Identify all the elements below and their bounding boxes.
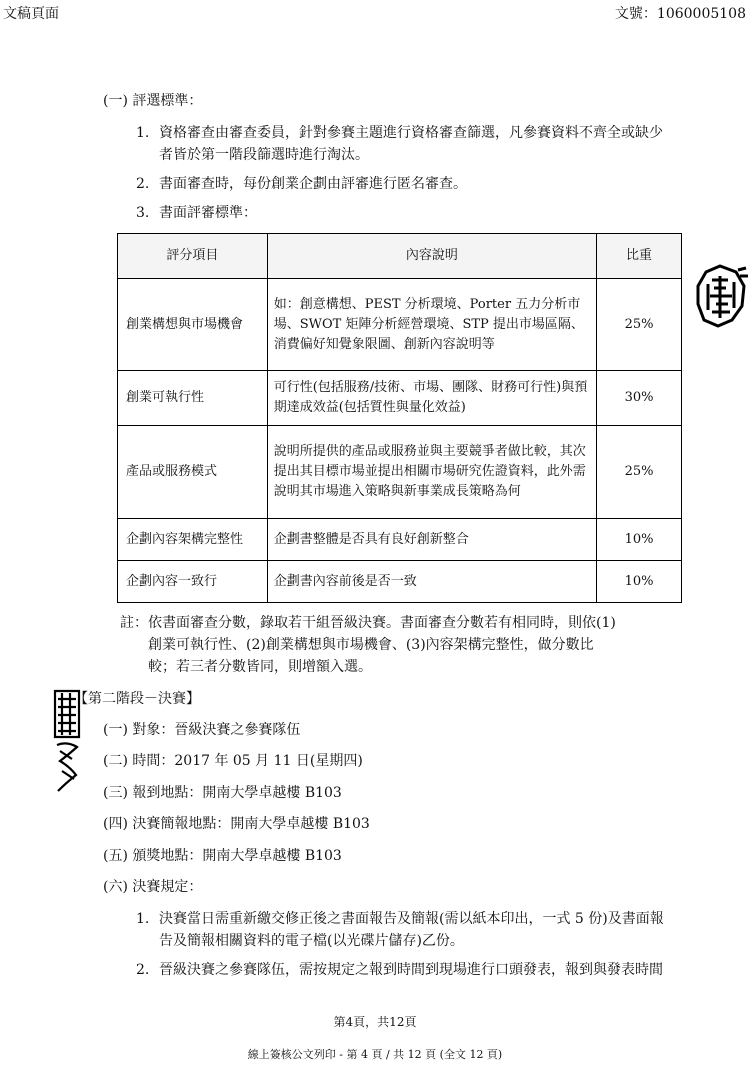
note-text: 較；若三者分數皆同，則增額入選。 xyxy=(148,659,372,675)
item-text: 書面評審標準： xyxy=(159,205,257,221)
item-number: 2. xyxy=(136,962,150,978)
stage-item: (一) 對象：晉級決賽之參賽隊伍 xyxy=(103,722,301,738)
table-row xyxy=(118,426,682,519)
criteria-item: 創業可執行性 xyxy=(118,371,268,426)
criteria-weight: 25% xyxy=(597,279,682,371)
stage-title: 【第二階段－決賽】 xyxy=(74,691,200,707)
table-header-row xyxy=(118,234,682,279)
page-number: 第4頁，共12頁 xyxy=(333,1015,417,1029)
criteria-table xyxy=(117,233,682,603)
item-number: 3. xyxy=(136,205,150,221)
criteria-description: 企劃書整體是否具有良好創新整合 xyxy=(267,519,596,561)
criteria-description: 企劃書內容前後是否一致 xyxy=(267,561,596,603)
note-text: 註：依書面審查分數，錄取若干組晉級決賽。書面審查分數若有相同時，則依(1) xyxy=(120,615,616,631)
table-row xyxy=(118,519,682,561)
seal-stamp-icon xyxy=(52,687,82,795)
criteria-description: 如：創意構想、PEST 分析環境、Porter 五力分析市場、SWOT 矩陣分析經營環境、STP 提出市場區隔、消費偏好知覺象限圖、創新內容說明等 xyxy=(267,279,596,371)
item-text: 告及簡報相關資料的電子檔(以光碟片儲存)乙份。 xyxy=(159,933,464,949)
header-left-label: 文稿頁面 xyxy=(3,6,59,22)
criteria-description: 可行性(包括服務/技術、市場、團隊、財務可行性)與預期達成效益(包括質性與量化效益) xyxy=(267,371,596,426)
item-text: 晉級決賽之參賽隊伍，需按規定之報到時間到現場進行口頭發表，報到與發表時間 xyxy=(159,962,663,978)
item-text: 書面審查時，每份創業企劃由評審進行匿名審查。 xyxy=(159,176,467,192)
table-header: 評分項目 xyxy=(118,234,268,279)
criteria-weight: 30% xyxy=(597,371,682,426)
criteria-weight: 10% xyxy=(597,519,682,561)
criteria-item: 企劃內容架構完整性 xyxy=(118,519,268,561)
stage-item: (四) 決賽簡報地點：開南大學卓越樓 B103 xyxy=(103,816,370,832)
item-text: 決賽當日需重新繳交修正後之書面報告及簡報(需以紙本印出，一式 5 份)及書面報 xyxy=(159,911,664,927)
table-row xyxy=(118,371,682,426)
criteria-item: 企劃內容一致行 xyxy=(118,561,268,603)
table-header: 比重 xyxy=(597,234,682,279)
stage-item: (三) 報到地點：開南大學卓越樓 B103 xyxy=(103,785,342,801)
item-text: 資格審查由審查委員，針對參賽主題進行資格審查篩選，凡參賽資料不齊全或缺少 xyxy=(159,125,663,141)
section-heading: (一) 評選標準： xyxy=(103,93,203,109)
table-header: 內容說明 xyxy=(267,234,596,279)
print-footer: 線上簽核公文列印 - 第 4 頁 / 共 12 頁 (全文 12 頁) xyxy=(247,1048,503,1061)
table-row xyxy=(118,279,682,371)
criteria-weight: 25% xyxy=(597,426,682,519)
criteria-item: 產品或服務模式 xyxy=(118,426,268,519)
stage-item: (六) 決賽規定： xyxy=(103,879,203,895)
table-row xyxy=(118,561,682,603)
document-number: 文號：1060005108 xyxy=(614,6,746,22)
criteria-item: 創業構想與市場機會 xyxy=(118,279,268,371)
stage-item: (五) 頒獎地點：開南大學卓越樓 B103 xyxy=(103,848,342,864)
seal-stamp-icon xyxy=(692,262,750,342)
item-number: 2. xyxy=(136,176,150,192)
criteria-weight: 10% xyxy=(597,561,682,603)
item-text: 者皆於第一階段篩選時進行淘汰。 xyxy=(159,147,369,163)
note-text: 創業可執行性、(2)創業構想與市場機會、(3)內容架構完整性，做分數比 xyxy=(148,637,594,653)
item-number: 1. xyxy=(136,125,150,141)
item-number: 1. xyxy=(136,911,150,927)
criteria-description: 說明所提供的產品或服務並與主要競爭者做比較，其次提出其目標市場並提出相關市場研究佐證資料，此外需說明其市場進入策略與新事業成長策略為何 xyxy=(267,426,596,519)
stage-item: (二) 時間：2017 年 05 月 11 日(星期四) xyxy=(103,753,363,769)
